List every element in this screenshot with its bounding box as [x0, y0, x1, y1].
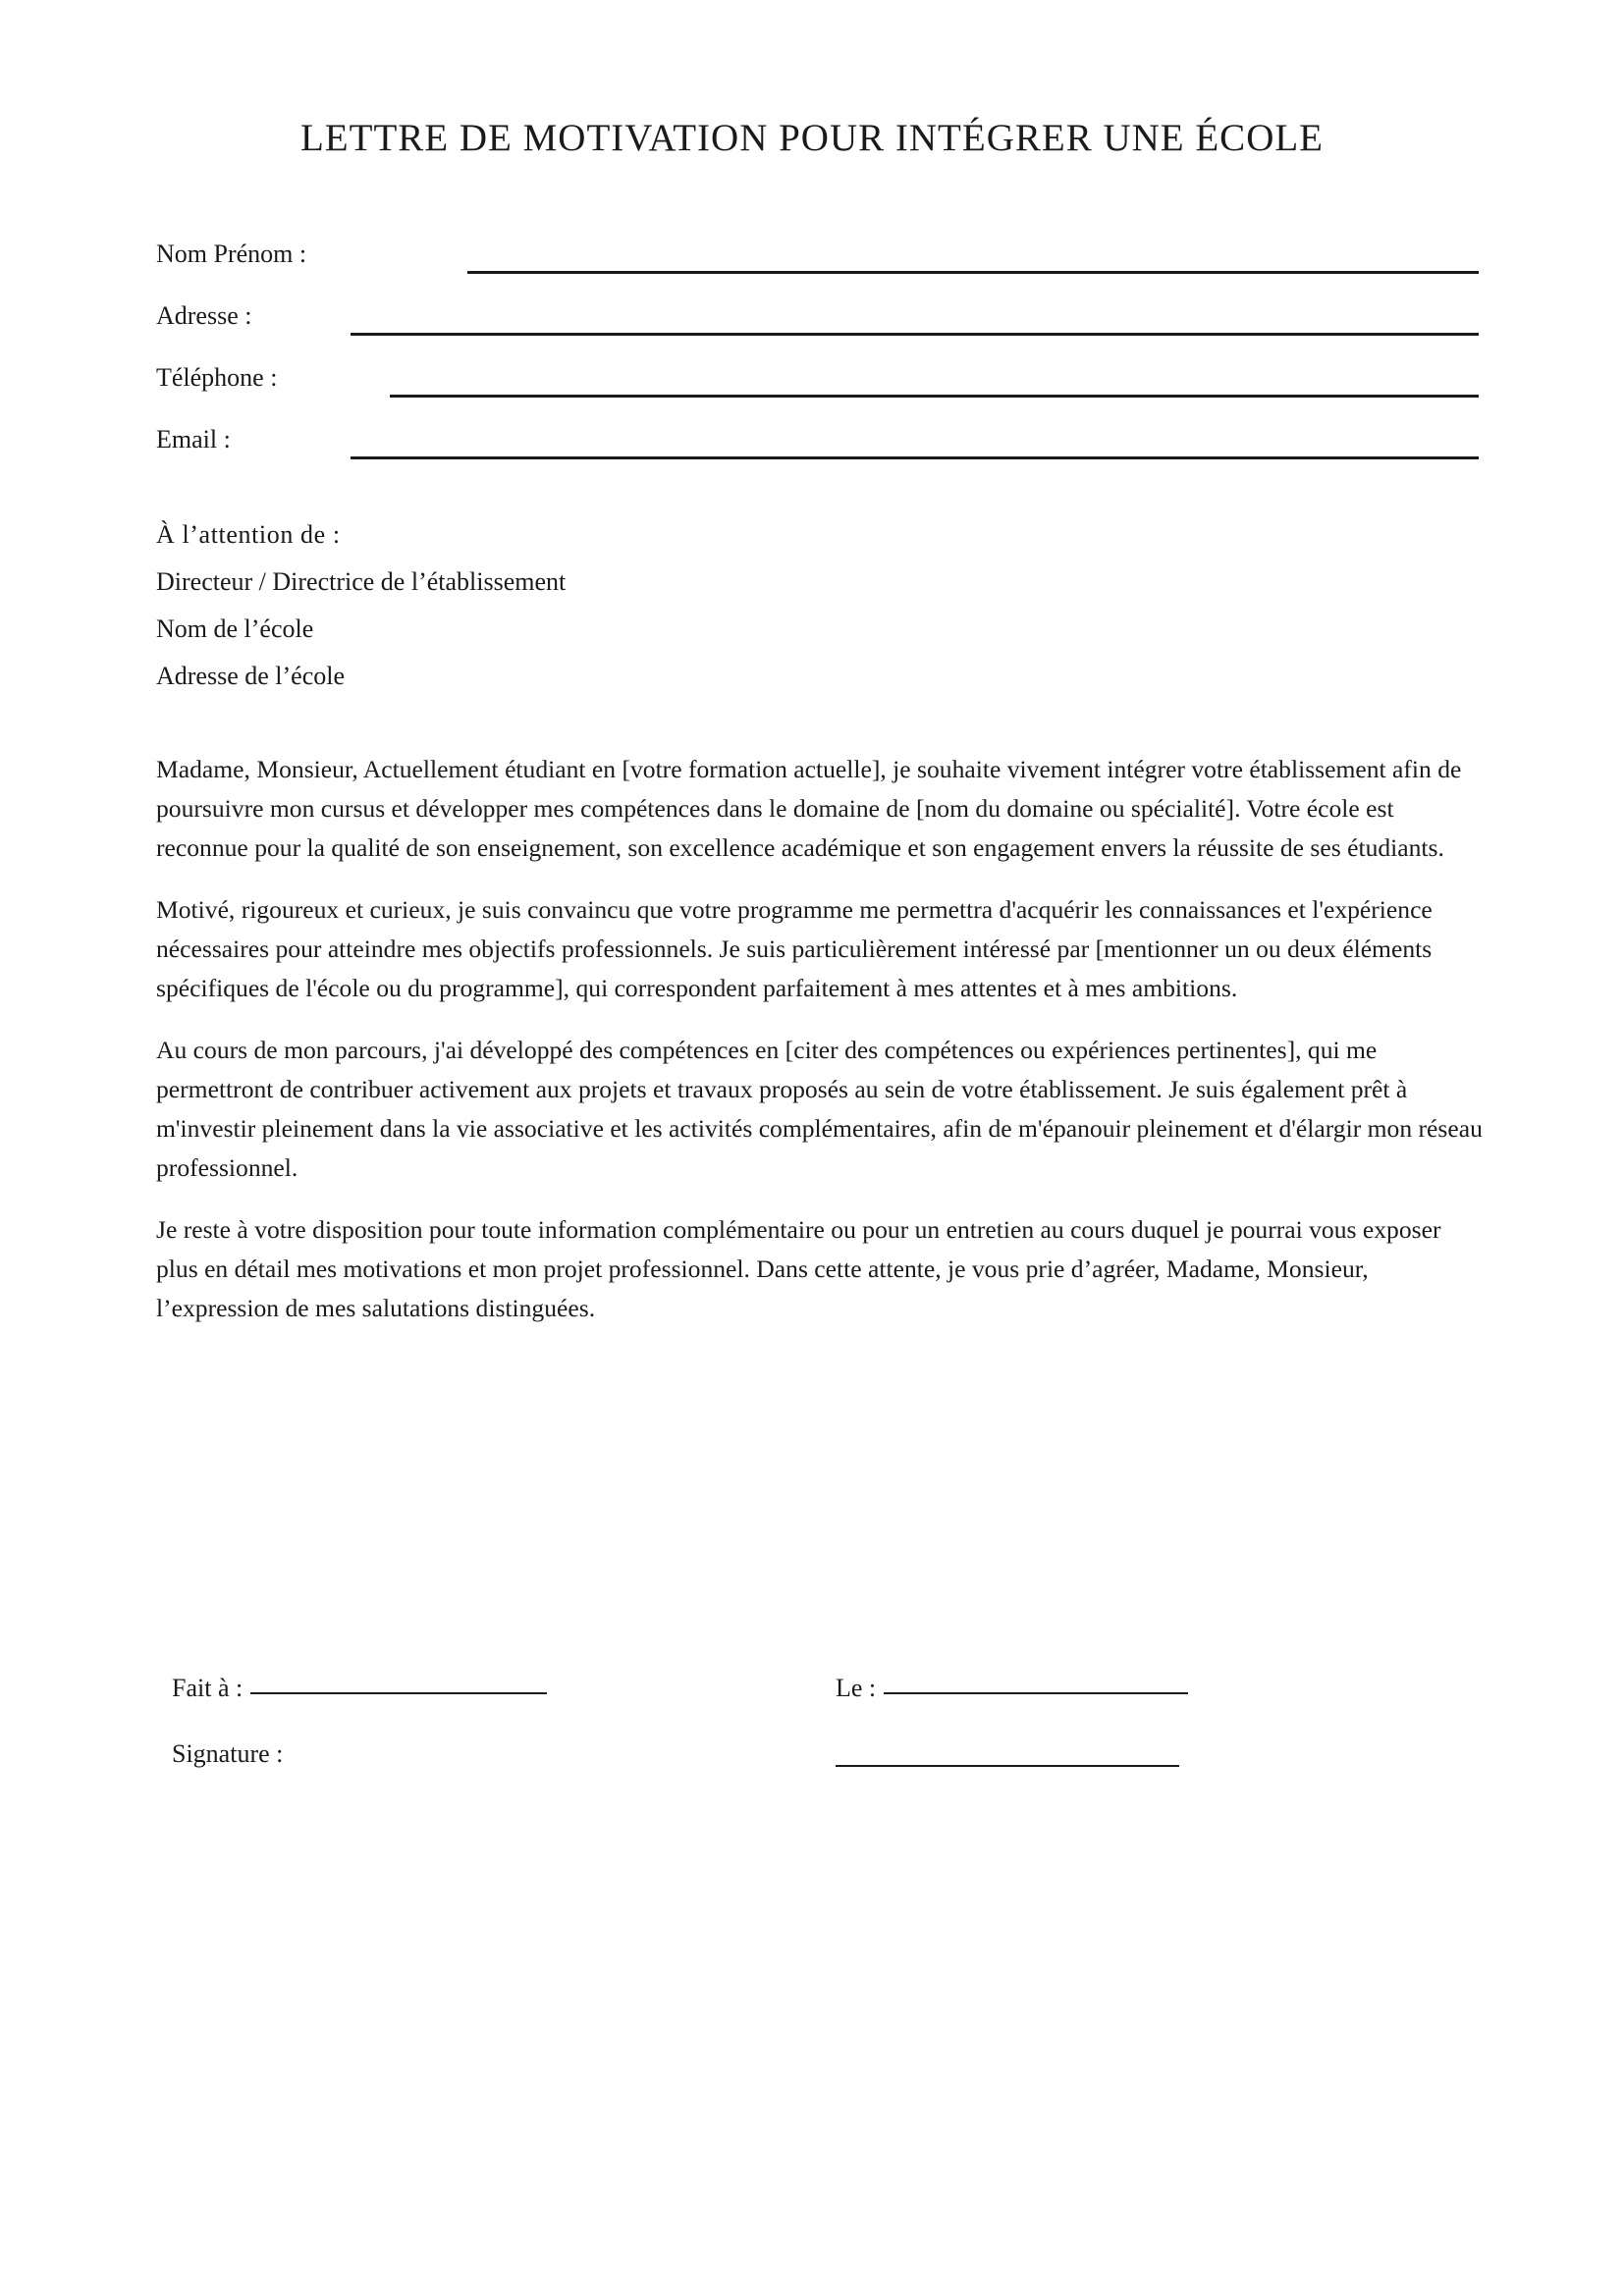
recipient-attention: À l’attention de :: [156, 520, 341, 549]
body-paragraph-4: Je reste à votre disposition pour toute information complémentaire ou pour un entretien au cours duquel je pourrai vous exposer plus en détail mes motivations et mon projet professionnel. Dans cette attente, je vous prie d’agréer, Madame, Monsieur, l’expression de mes salutations distinguées.: [156, 1215, 1441, 1322]
email-label: Email :: [156, 425, 231, 454]
letter-body: [156, 750, 1488, 1351]
body-paragraph-1: Madame, Monsieur, Actuellement étudiant en [votre formation actuelle], je souhaite vivement intégrer votre établissement afin de poursuivre mon cursus et développer mes compétences dans le domaine de [nom du domaine ou spécialité]. Votre école est reconnue pour la qualité de son enseignement, son excellence académique et son engagement envers la réussite de ses étudiants.: [156, 755, 1462, 862]
date-field-line[interactable]: [884, 1692, 1188, 1694]
page-title: LETTRE DE MOTIVATION POUR INTÉGRER UNE ÉCOLE: [299, 117, 1325, 159]
email-field-line[interactable]: [351, 456, 1479, 459]
date-field: [836, 1674, 1188, 1703]
body-paragraph-2: Motivé, rigoureux et curieux, je suis convaincu que votre programme me permettra d'acquérir les connaissances et l'expérience nécessaires pour atteindre mes objectifs professionnels. Je suis particulièrement intéressé par [mentionner un ou deux éléments spécifiques de l'école ou du programme], qui correspondent parfaitement à mes attentes et à mes ambitions.: [156, 895, 1433, 1002]
address-field-line[interactable]: [351, 333, 1479, 336]
phone-field-line[interactable]: [390, 395, 1479, 398]
name-field-line[interactable]: [467, 271, 1479, 274]
place-field-line[interactable]: [250, 1692, 547, 1694]
recipient-line-2: Nom de l’école: [156, 614, 314, 643]
place-label: Fait à :: [172, 1674, 244, 1702]
place-field: [172, 1674, 547, 1703]
recipient-line-3: Adresse de l’école: [156, 662, 346, 690]
address-label: Adresse :: [156, 301, 252, 330]
name-label: Nom Prénom :: [156, 240, 307, 268]
phone-label: Téléphone :: [156, 363, 278, 392]
signature-label: Signature :: [172, 1739, 284, 1768]
recipient-line-1: Directeur / Directrice de l’établissement: [156, 567, 567, 596]
date-label: Le :: [836, 1674, 877, 1702]
body-paragraph-3: Au cours de mon parcours, j'ai développé des compétences en [citer des compétences ou expériences pertinentes], qui me permettront de contribuer activement aux projets et travaux proposés au sein de votre établissement. Je suis également prêt à m'investir pleinement dans la vie associative et les activités complémentaires, afin de m'épanouir pleinement et d'élargir mon réseau professionnel.: [156, 1036, 1483, 1182]
signature-field-line[interactable]: [836, 1765, 1179, 1767]
